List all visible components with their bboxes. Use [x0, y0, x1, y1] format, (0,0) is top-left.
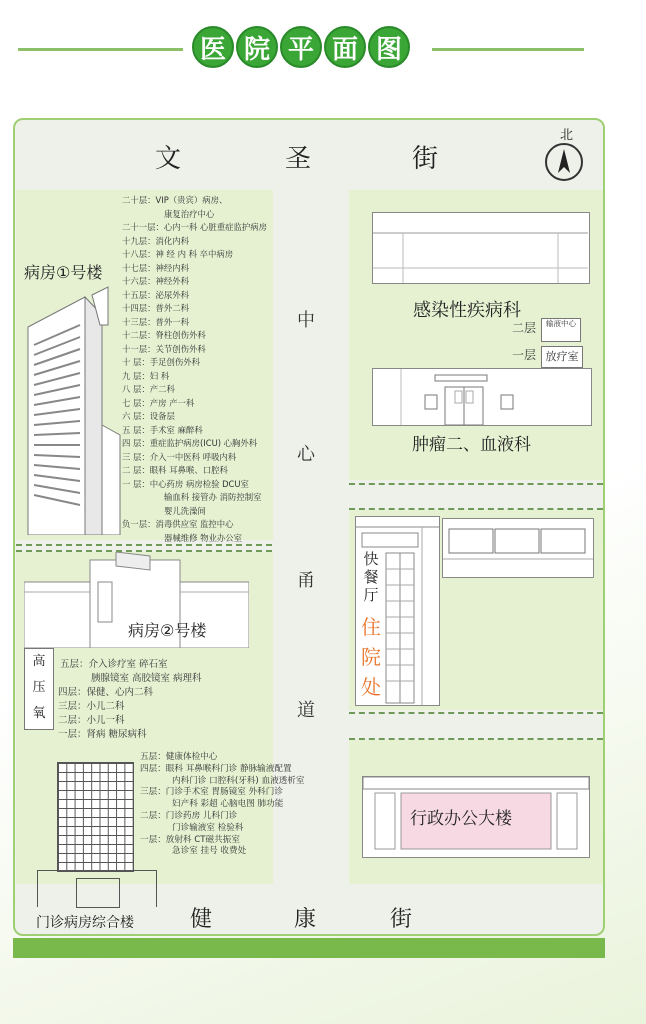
floor-item: 六 层：设备层 [122, 411, 175, 421]
floor-item: 输血科 接管办 消防控制室 [164, 492, 262, 502]
floor-item: 妇产科 彩超 心脑电图 肺功能 [172, 799, 284, 810]
infection-label: 感染性疾病科 [413, 300, 521, 321]
floor-item: 十 层：手足创伤外科 [122, 357, 201, 367]
header-line-left [18, 48, 183, 51]
title-char: 平 [280, 26, 322, 68]
floor-item: 五层：健康体检中心 [140, 752, 218, 762]
bottom-bar [13, 938, 605, 958]
tumor-floor1-label: 一层 [512, 348, 537, 362]
ward1-building-icon [20, 285, 125, 535]
floor-item: 五 层：手术室 麻醉科 [122, 424, 203, 435]
floor-item: 二十层：VIP（贵宾）病房、 [122, 195, 228, 205]
floor-item: 三层：门诊手术室 胃肠镜室 外科门诊 [140, 787, 283, 798]
floor-item: 婴儿洗澡间 [164, 505, 206, 516]
floor-item: 二十一层：心内一科 心脏重症监护病房 [122, 222, 268, 232]
floor-item: 四 层：重症监护病房(ICU) 心胸外科 [122, 438, 258, 448]
street-bottom: 街 [390, 907, 413, 932]
floor-item: 十四层：普外二科 [122, 303, 189, 313]
floor-item: 一层：肾病 糖尿病科 [58, 729, 147, 740]
floor-item: 十八层：神 经 内 科 卒中病房 [122, 249, 234, 259]
infection-building-icon [372, 212, 590, 284]
divider [349, 712, 603, 714]
outpatient-building-icon [57, 762, 134, 872]
title-char: 院 [236, 26, 278, 68]
divider [349, 508, 603, 510]
header-line-right [432, 48, 584, 51]
street-bottom: 康 [294, 907, 317, 932]
floor-item: 一 层：中心药房 病房检验 DCU室 [122, 478, 249, 489]
street-center: 甬 [297, 570, 315, 591]
floor-item: 十九层：消化内科 [122, 235, 189, 246]
street-center: 中 [297, 310, 315, 331]
street-top: 圣 [285, 144, 312, 174]
floor-item: 九 层：妇 科 [122, 370, 170, 381]
ward2-floor-list [58, 658, 202, 742]
inpatient-label-char: 住 [361, 615, 381, 639]
page-title [192, 26, 410, 68]
floor-item: 一层：放射科 CT磁共振室 [140, 834, 240, 845]
title-char: 图 [368, 26, 410, 68]
floor-item: 二层：门诊药房 儿科门诊 [140, 810, 238, 821]
floor-item: 器械维修 物业办公室 [164, 532, 243, 543]
oxygen-char: 氧 [32, 706, 46, 721]
tumor-building-icon [372, 368, 592, 426]
tumor-floor2-room: 输液中心 [541, 318, 581, 342]
tumor-floor1-room: 放疗室 [541, 346, 583, 368]
street-bottom: 健 [190, 907, 213, 932]
floor-item: 四层：眼科 耳鼻喉科门诊 静脉输液配置 [140, 763, 292, 774]
floor-item: 十七层：神经内科 [122, 262, 189, 273]
floor-item: 二层：小儿一科 [58, 715, 125, 726]
oxygen-box [24, 648, 54, 730]
outpatient-floor-list [140, 752, 304, 858]
floor-item: 急诊室 挂号 收费处 [172, 846, 247, 857]
divider [349, 738, 603, 740]
inpatient-building-icon [442, 518, 594, 578]
street-top: 文 [155, 144, 182, 174]
canteen-label-char: 餐 [363, 568, 379, 586]
floor-item: 十一层：关节创伤外科 [122, 343, 206, 354]
ward1-label: 病房①号楼 [24, 263, 103, 282]
ward2-label: 病房②号楼 [128, 621, 207, 640]
divider [349, 483, 603, 485]
ward1-floor-list [122, 194, 267, 545]
floor-item: 三 层：介入一中医科 呼吸内科 [122, 451, 237, 462]
floor-item: 负一层：消毒供应室 监控中心 [122, 519, 234, 529]
canteen-label-char: 快 [363, 550, 379, 568]
inpatient-label-char: 处 [361, 675, 381, 699]
title-char: 面 [324, 26, 366, 68]
oxygen-char: 高 [32, 654, 46, 669]
floor-item: 四层：保健、心内二科 [58, 687, 154, 698]
floor-item: 八 层：产二科 [122, 384, 175, 394]
floor-item: 二 层：眼科 耳鼻喉、口腔科 [122, 465, 228, 475]
floor-item: 康复治疗中心 [164, 208, 215, 219]
inpatient-label-char: 院 [361, 645, 381, 669]
floor-item: 内科门诊 口腔科(牙科) 血液透析室 [172, 775, 305, 786]
admin-label: 行政办公大楼 [410, 809, 512, 829]
floor-item: 十五层：泌尿外科 [122, 289, 189, 300]
floor-item: 十三层：普外一科 [122, 316, 189, 327]
street-center: 道 [297, 700, 315, 721]
canteen-label-char: 厅 [363, 586, 379, 604]
north-label: 北 [560, 128, 574, 143]
north-arrow-icon [545, 143, 583, 181]
floor-item: 七 层：产房 产一科 [122, 397, 195, 408]
outpatient-door [76, 878, 120, 908]
title-char: 医 [192, 26, 234, 68]
oxygen-char: 压 [32, 680, 46, 695]
floor-item: 五层：介入诊疗室 碎石室 [60, 659, 168, 670]
street-top: 街 [412, 144, 439, 174]
tumor-label: 肿瘤二、血液科 [412, 435, 531, 455]
outpatient-label: 门诊病房综合楼 [36, 915, 134, 931]
floor-item: 十六层：神经外科 [122, 276, 189, 286]
tumor-floor2-label: 二层 [512, 321, 537, 335]
floor-item: 胰腺镜室 高胶镜室 病理科 [91, 673, 202, 684]
street-center: 心 [297, 444, 315, 465]
floor-item: 门诊输液室 检验科 [172, 822, 244, 833]
floor-item: 三层：小儿二科 [58, 701, 125, 712]
floor-item: 十二层：脊柱创伤外科 [122, 330, 206, 340]
